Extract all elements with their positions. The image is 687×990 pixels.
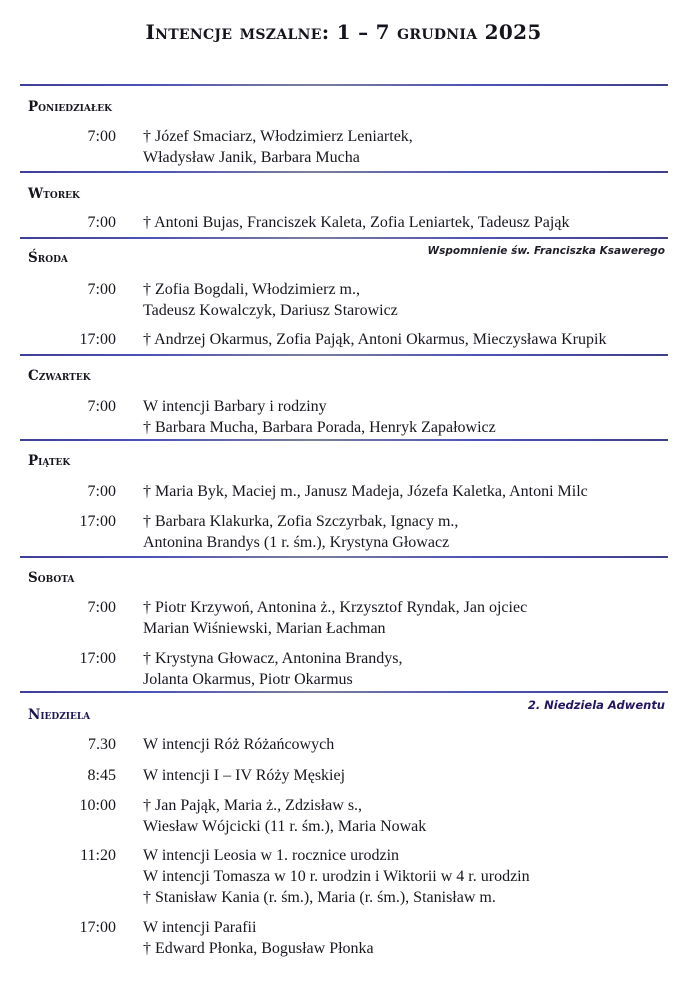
mass-time: 11:20 [80, 847, 116, 864]
day-heading-wednesday: Środa [28, 250, 68, 266]
day-heading-friday: Piątek [28, 453, 71, 469]
mass-time: 7:00 [87, 398, 116, 415]
mass-time: 7:00 [87, 214, 116, 231]
day-heading-monday: Poniedziałek [28, 99, 112, 115]
intention-line: † Józef Smaciarz, Włodzimierz Leniartek, [143, 128, 413, 145]
day-divider [20, 237, 668, 239]
intention-line: W intencji Parafii [143, 919, 257, 936]
day-divider [20, 691, 668, 693]
intention-line: † Maria Byk, Maciej m., Janusz Madeja, Józefa Kaletka, Antoni Milc [143, 483, 588, 500]
intention-line: † Piotr Krzywoń, Antonina ż., Krzysztof Ryndak, Jan ojciec [143, 599, 528, 616]
mass-time: 17:00 [79, 331, 116, 348]
intention-line: Tadeusz Kowalczyk, Dariusz Starowicz [143, 302, 398, 319]
mass-time: 7:00 [87, 128, 116, 145]
day-divider [20, 171, 668, 173]
day-heading-sunday: Niedziela [28, 707, 91, 723]
header-divider [20, 84, 668, 86]
mass-time: 7:00 [87, 599, 116, 616]
page-title: Intencje mszalne: 1 – 7 grudnia 2025 [145, 20, 542, 44]
intention-line: † Barbara Mucha, Barbara Porada, Henryk Zapałowicz [143, 419, 496, 436]
intention-line: Władysław Janik, Barbara Mucha [143, 149, 360, 166]
liturgical-note: Wspomnienie św. Franciszka Ksawerego [427, 245, 665, 257]
liturgical-note: 2. Niedziela Adwentu [527, 698, 665, 712]
mass-time: 7.30 [88, 736, 116, 753]
intention-line: † Zofia Bogdali, Włodzimierz m., [143, 281, 360, 298]
intention-line: Antonina Brandys (1 r. śm.), Krystyna Głowacz [143, 534, 450, 551]
intention-line: W intencji Leosia w 1. rocznice urodzin [143, 847, 400, 864]
intention-line: † Antoni Bujas, Franciszek Kaleta, Zofia Leniartek, Tadeusz Pająk [143, 214, 570, 231]
intention-line: W intencji Barbary i rodziny [143, 398, 327, 415]
intention-line: W intencji Tomasza w 10 r. urodzin i Wiktorii w 4 r. urodzin [143, 868, 530, 885]
intention-line: Marian Wiśniewski, Marian Łachman [143, 620, 386, 637]
day-divider [20, 439, 668, 441]
day-heading-saturday: Sobota [28, 570, 75, 586]
intention-line: Jolanta Okarmus, Piotr Okarmus [143, 671, 353, 688]
intention-line: † Andrzej Okarmus, Zofia Pająk, Antoni Okarmus, Mieczysława Krupik [143, 331, 607, 348]
day-heading-tuesday: Wtorek [28, 186, 80, 202]
intention-line: † Edward Płonka, Bogusław Płonka [143, 940, 374, 957]
intention-line: † Krystyna Głowacz, Antonina Brandys, [143, 650, 403, 667]
mass-time: 17:00 [79, 513, 116, 530]
intention-line: W intencji I – IV Róży Męskiej [143, 767, 346, 784]
mass-time: 7:00 [87, 483, 116, 500]
day-divider [20, 556, 668, 558]
intention-line: Wiesław Wójcicki (11 r. śm.), Maria Nowak [143, 818, 427, 835]
mass-time: 17:00 [79, 919, 116, 936]
intention-line: W intencji Róż Różańcowych [143, 736, 335, 753]
day-heading-thursday: Czwartek [28, 368, 91, 384]
intention-line: † Barbara Klakurka, Zofia Szczyrbak, Ignacy m., [143, 513, 459, 530]
mass-time: 7:00 [87, 281, 116, 298]
intention-line: † Stanisław Kania (r. śm.), Maria (r. śm.), Stanisław m. [143, 889, 496, 906]
mass-time: 8:45 [87, 767, 116, 784]
intention-line: † Jan Pająk, Maria ż., Zdzisław s., [143, 797, 363, 814]
mass-time: 10:00 [79, 797, 116, 814]
mass-time: 17:00 [79, 650, 116, 667]
day-divider [20, 354, 668, 356]
